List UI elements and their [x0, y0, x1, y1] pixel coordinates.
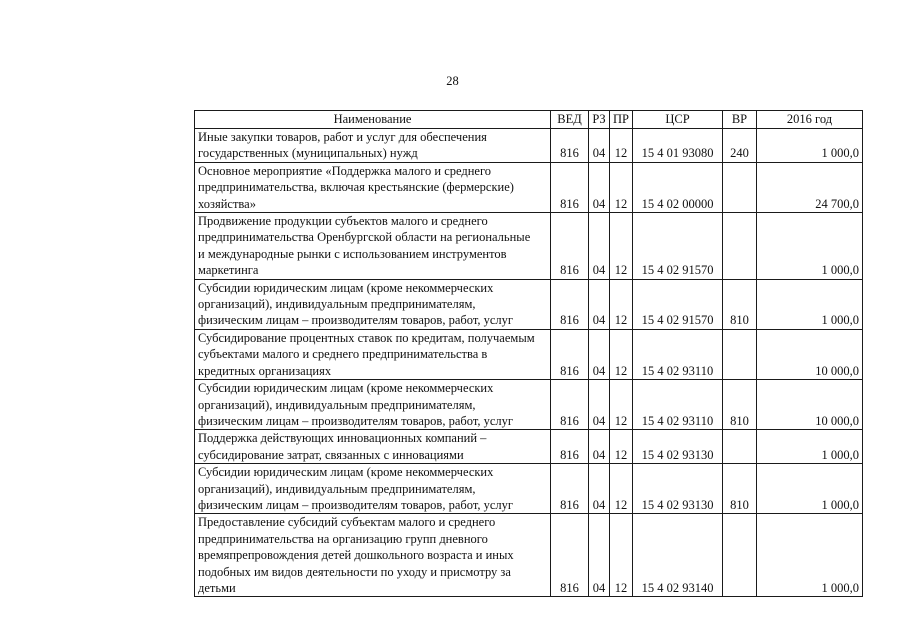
cell-pr: 12: [610, 430, 633, 464]
cell-pr: 12: [610, 129, 633, 163]
cell-vr: 810: [723, 380, 757, 430]
cell-name-line: Основное мероприятие «Поддержка малого и среднего: [198, 163, 492, 178]
cell-csr: 15 4 02 93110: [633, 380, 723, 430]
cell-name-line: Субсидии юридическим лицам (кроме некоммерческих: [198, 381, 494, 396]
cell-amount: 1 000,0: [757, 213, 863, 280]
header-year: 2016 год: [757, 111, 863, 129]
cell-name: [195, 430, 551, 464]
cell-name-line: кредитных организациях: [198, 363, 332, 378]
cell-name-line: предпринимательства Оренбургской области на региональные: [198, 230, 531, 245]
cell-rz: 04: [589, 129, 610, 163]
header-ved: ВЕД: [551, 111, 589, 129]
cell-vr: [723, 514, 757, 597]
table-header-row: [195, 111, 863, 129]
cell-amount: 1 000,0: [757, 514, 863, 597]
cell-rz: 04: [589, 464, 610, 514]
cell-pr: 12: [610, 213, 633, 280]
cell-pr: 12: [610, 464, 633, 514]
cell-name-line: Субсидии юридическим лицам (кроме некоммерческих: [198, 280, 494, 295]
cell-csr: 15 4 02 93140: [633, 514, 723, 597]
cell-amount: 1 000,0: [757, 129, 863, 163]
cell-ved: 816: [551, 430, 589, 464]
cell-csr: 15 4 02 93130: [633, 430, 723, 464]
cell-name-line: детьми: [198, 580, 236, 595]
cell-csr: 15 4 01 93080: [633, 129, 723, 163]
cell-name-line: предпринимательства, включая крестьянские (фермерские): [198, 180, 514, 195]
cell-name-line: предпринимательства на организацию групп дневного: [198, 531, 488, 546]
cell-rz: 04: [589, 213, 610, 280]
cell-amount: 1 000,0: [757, 430, 863, 464]
cell-name-line: субъектами малого и среднего предпринимательства в: [198, 347, 488, 362]
cell-name-line: физическим лицам – производителям товаров, работ, услуг: [198, 313, 514, 328]
cell-name-line: маркетинга: [198, 263, 259, 278]
cell-name: [195, 279, 551, 329]
cell-name-line: Субсидирование процентных ставок по кредитам, получаемым: [198, 330, 535, 345]
table-row: [195, 464, 863, 514]
cell-amount: 10 000,0: [757, 329, 863, 379]
cell-name-line: Поддержка действующих инновационных компаний –: [198, 431, 487, 446]
cell-vr: 240: [723, 129, 757, 163]
cell-ved: 816: [551, 213, 589, 280]
cell-csr: 15 4 02 91570: [633, 279, 723, 329]
table-row: [195, 129, 863, 163]
table-row: [195, 279, 863, 329]
cell-vr: [723, 329, 757, 379]
cell-amount: 24 700,0: [757, 162, 863, 212]
cell-name-line: подобных им видов деятельности по уходу и присмотру за: [198, 564, 511, 579]
budget-table: [194, 110, 863, 597]
cell-amount: 1 000,0: [757, 464, 863, 514]
cell-name: [195, 329, 551, 379]
table-row: [195, 514, 863, 597]
cell-name-line: организаций), индивидуальным предпринимателям,: [198, 297, 476, 312]
cell-name-line: Предоставление субсидий субъектам малого и среднего: [198, 515, 496, 530]
cell-name: [195, 380, 551, 430]
cell-pr: 12: [610, 162, 633, 212]
table-row: [195, 162, 863, 212]
cell-rz: 04: [589, 514, 610, 597]
cell-name: [195, 464, 551, 514]
table-row: [195, 329, 863, 379]
page-number: 28: [446, 74, 459, 88]
header-vr: ВР: [723, 111, 757, 129]
cell-pr: 12: [610, 279, 633, 329]
header-name: Наименование: [195, 111, 551, 129]
header-pr: ПР: [610, 111, 633, 129]
table-row: [195, 213, 863, 280]
cell-csr: 15 4 02 93110: [633, 329, 723, 379]
cell-name-line: физическим лицам – производителям товаров, работ, услуг: [198, 497, 514, 512]
table-row: [195, 430, 863, 464]
cell-csr: 15 4 02 91570: [633, 213, 723, 280]
cell-amount: 10 000,0: [757, 380, 863, 430]
cell-ved: 816: [551, 380, 589, 430]
cell-vr: 810: [723, 464, 757, 514]
cell-ved: 816: [551, 329, 589, 379]
cell-name-line: Иные закупки товаров, работ и услуг для обеспечения: [198, 130, 487, 144]
cell-name-line: Продвижение продукции субъектов малого и среднего: [198, 214, 488, 229]
cell-pr: 12: [610, 380, 633, 430]
cell-name-line: физическим лицам – производителям товаров, работ, услуг: [198, 413, 514, 428]
cell-name-line: организаций), индивидуальным предпринимателям,: [198, 397, 476, 412]
cell-name: [195, 162, 551, 212]
cell-vr: [723, 430, 757, 464]
cell-rz: 04: [589, 430, 610, 464]
cell-rz: 04: [589, 162, 610, 212]
cell-name-line: хозяйства»: [198, 196, 256, 211]
cell-name-line: времяпрепровождения детей дошкольного возраста и иных: [198, 548, 514, 563]
cell-ved: 816: [551, 279, 589, 329]
table-body: [195, 129, 863, 597]
cell-csr: 15 4 02 93130: [633, 464, 723, 514]
cell-ved: 816: [551, 514, 589, 597]
cell-ved: 816: [551, 162, 589, 212]
cell-vr: [723, 213, 757, 280]
cell-name-line: организаций), индивидуальным предпринимателям,: [198, 481, 476, 496]
cell-name: [195, 213, 551, 280]
cell-rz: 04: [589, 279, 610, 329]
table-row: [195, 380, 863, 430]
cell-pr: 12: [610, 514, 633, 597]
cell-rz: 04: [589, 329, 610, 379]
cell-amount: 1 000,0: [757, 279, 863, 329]
cell-ved: 816: [551, 129, 589, 163]
cell-name-line: субсидирование затрат, связанных с инновациями: [198, 447, 464, 462]
cell-pr: 12: [610, 329, 633, 379]
cell-name: [195, 129, 551, 163]
cell-vr: [723, 162, 757, 212]
cell-name-line: и международные рынки с использованием инструментов: [198, 246, 507, 261]
cell-name-line: Субсидии юридическим лицам (кроме некоммерческих: [198, 465, 494, 480]
cell-name-line: государственных (муниципальных) нужд: [198, 146, 418, 161]
cell-ved: 816: [551, 464, 589, 514]
cell-csr: 15 4 02 00000: [633, 162, 723, 212]
header-csr: ЦСР: [633, 111, 723, 129]
cell-vr: 810: [723, 279, 757, 329]
cell-name: [195, 514, 551, 597]
cell-rz: 04: [589, 380, 610, 430]
header-rz: РЗ: [589, 111, 610, 129]
